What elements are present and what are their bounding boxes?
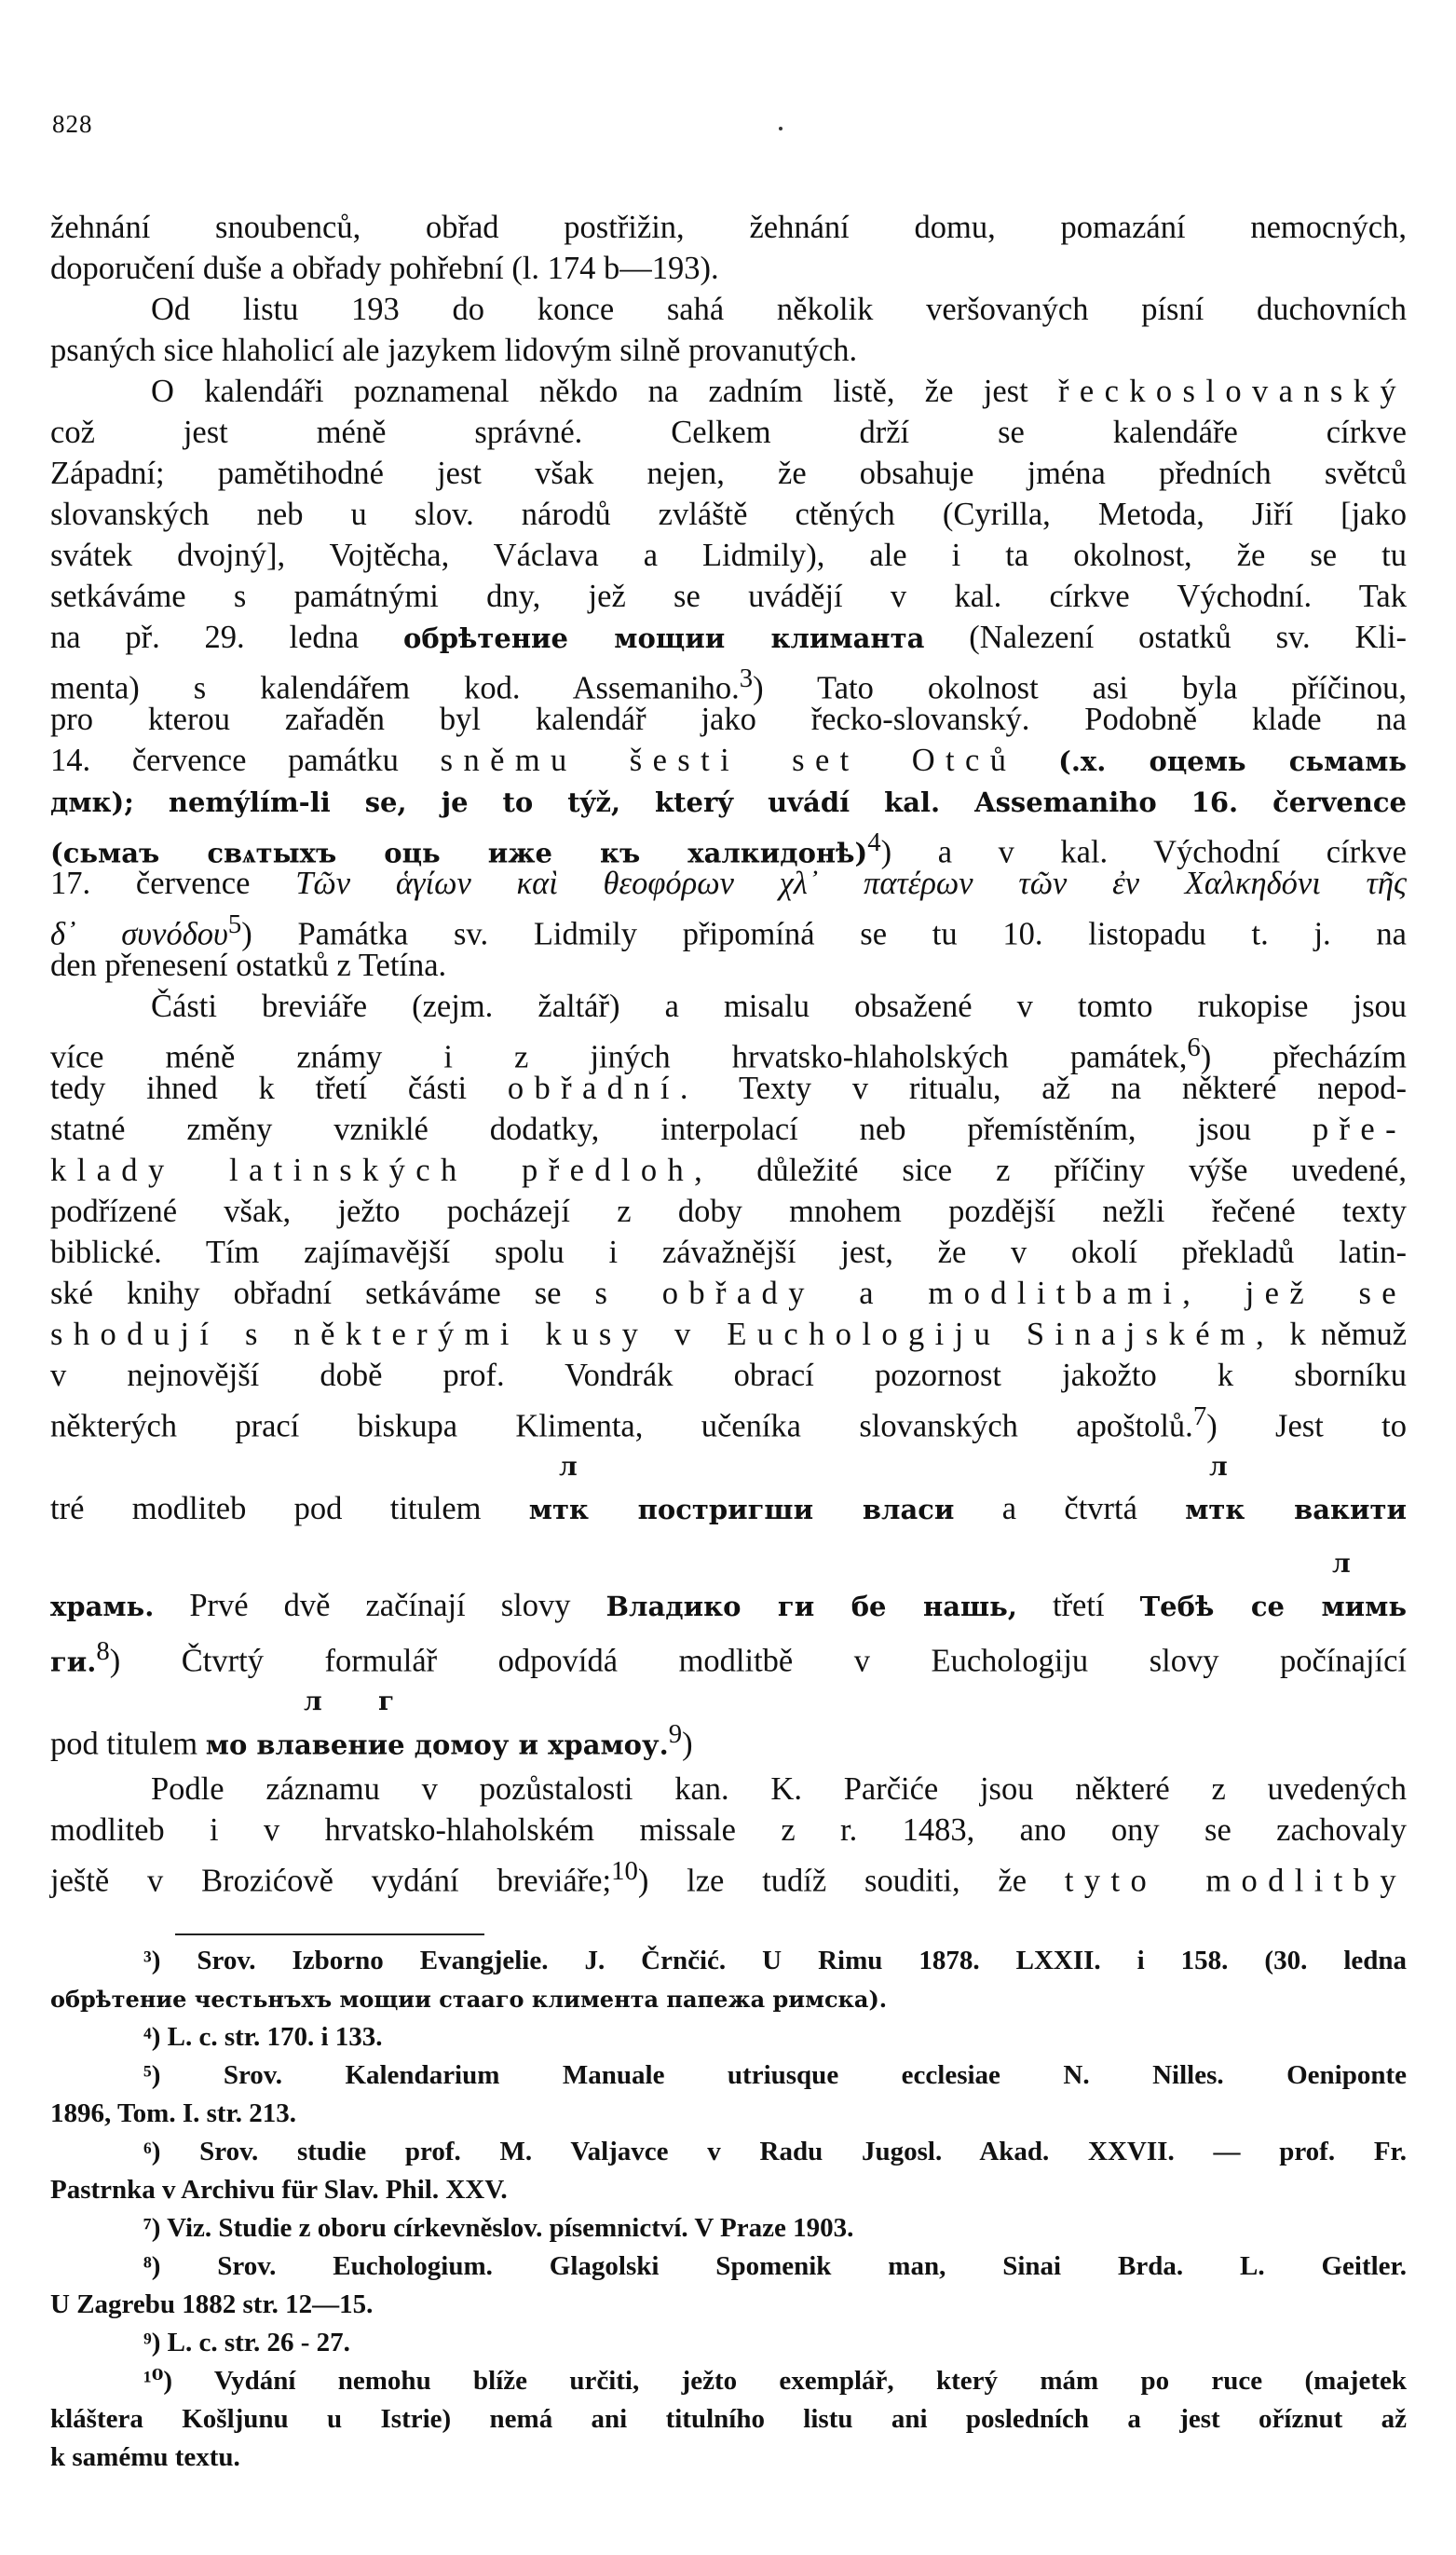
- text-line: [50, 1068, 1407, 1109]
- footnote-text: ⁶) Srov. studie prof. M. Valjavce v Radu Jugosl. Akad. XXVII. — prof. Fr.: [143, 2137, 1407, 2166]
- spaced-term: tyto modlitby: [1064, 1863, 1407, 1899]
- superscript-letter: л: [1332, 1548, 1351, 1578]
- text-segment: Podle záznamu v pozůstalosti kan. K. Parčiće jsou některé z uvedených: [151, 1771, 1407, 1807]
- cyrillic-quote: обрѣтение мощии климанта: [403, 622, 925, 654]
- footnote-ref: 7: [1192, 1401, 1207, 1431]
- footnote-ref: 4: [867, 827, 881, 857]
- cyrillic-quote: (.х. оцемь сьмамь: [1058, 745, 1408, 777]
- text-segment: žehnání snoubenců, obřad postřižin, žehnání domu, pomazání nemocných,: [50, 210, 1407, 245]
- text-segment: modliteb i v hrvatsko-hlaholském missale z r. 1483, ano ony se zachovaly: [50, 1812, 1407, 1848]
- spaced-term: obřadní.: [507, 1071, 699, 1106]
- text-line: [50, 576, 1407, 617]
- cyrillic-quote: Владико ги бе нашь,: [606, 1591, 1017, 1622]
- text-segment: svátek dvojný], Vojtěcha, Václava a Lidmily), ale i ta okolnost, že se tu: [50, 538, 1407, 573]
- text-segment: ještě v Brozićově vydání breviáře;: [50, 1863, 612, 1899]
- text-line: [50, 289, 1407, 330]
- text-segment: Jest to: [1275, 1408, 1407, 1444]
- footnote-line: [50, 2018, 1407, 2056]
- text-segment: podřízené však, ježto pocházejí z doby mnohem pozdější nežli řečené texty: [50, 1194, 1407, 1229]
- cyrillic-quote: ги.: [50, 1646, 97, 1678]
- text-segment: v nejnovější době prof. Vondrák obrací pozornost jakožto k sborníku: [50, 1358, 1407, 1393]
- cyrillic-quote: дмк); nemýlím-li se, je to týž, který uvádí kal. Assemaniho 16. července: [50, 786, 1407, 818]
- text-segment: biblické. Tím zajímavější spolu i závažnější jest, že v okolí překladů latin-: [50, 1235, 1407, 1270]
- footnote-ref: 8: [96, 1636, 110, 1666]
- footnote-ref: 9: [668, 1718, 683, 1749]
- text-segment: Tato okolnost asi byla příčinou,: [817, 670, 1408, 706]
- cyrillic-quote: (сьмаъ свѧтыхъ оць иже къ халкидонѣ): [50, 837, 868, 869]
- footnote-line: [50, 1942, 1407, 1980]
- text-line: [50, 1810, 1407, 1851]
- text-line: [50, 371, 1407, 412]
- text-line: [50, 494, 1407, 535]
- text-segment: setkáváme s památnými dny, jež se uvádějí v kal. církve Východní. Tak: [50, 579, 1407, 614]
- spaced-term: řeckoslovanský: [1058, 374, 1408, 409]
- footnote-line: [50, 2439, 1407, 2477]
- text-segment: a v kal. Východní církve: [937, 834, 1407, 870]
- footnote-text: ⁵) Srov. Kalendarium Manuale utriusque ecclesiae N. Nilles. Oeniponte: [143, 2060, 1407, 2090]
- text-segment: pro kterou zařaděn byl kalendář jako řecko-slovanský. Podobně klade na: [50, 702, 1407, 737]
- text-segment: Západní; pamětihodné jest však nejen, že obsahuje jména předních světců: [50, 456, 1407, 491]
- text-line: [50, 1109, 1407, 1150]
- text-segment: Od listu 193 do konce sahá několik veršovaných písní duchovních: [151, 292, 1407, 327]
- text-line-with-titlo: [50, 1437, 1407, 1534]
- text-segment: což jest méně správné. Celkem drží se kalendáře církve: [50, 415, 1407, 450]
- text-line-with-titlo: [50, 1534, 1407, 1631]
- text-line-main: pod titulem мо влавение домоу и храмоу.$^9$): [50, 1718, 693, 1761]
- text-segment: tedy ihned k třetí části: [50, 1071, 468, 1106]
- text-line: [50, 1314, 1407, 1355]
- text-segment: více méně známy i z jiných hrvatsko-hlaholských památek,: [50, 1039, 1188, 1075]
- print-dot: [779, 127, 782, 130]
- cyrillic-quote: мтк вакити: [1185, 1494, 1407, 1525]
- footnote-ref: 5: [227, 909, 242, 939]
- text-line: menta) s kalendářem kod. Assemaniho.$^3$) Tato okolnost asi byla příčinou,: [50, 663, 1408, 706]
- text-line-main: [50, 1585, 1407, 1627]
- text-line: [50, 781, 1407, 822]
- text-line: více méně známy i z jiných hrvatsko-hlaholských památek,$^6$) přecházím: [50, 1032, 1407, 1075]
- text-line-main: [50, 1488, 1407, 1530]
- footnote-text: ¹⁰) Vydání nemohu blíže určiti, ježto exemplář, který mám po ruce (majetek: [143, 2366, 1407, 2396]
- footnote-line: [50, 2400, 1407, 2439]
- text-segment: 17. července: [50, 866, 251, 901]
- text-segment: ské knihy obřadní setkáváme se: [50, 1276, 562, 1311]
- text-segment: slovanských neb u slov. národů zvláště ctěných (Cyrilla, Metoda, Jiří [jako: [50, 497, 1407, 532]
- superscript-letter: л: [1209, 1451, 1228, 1482]
- superscript-letter: г: [378, 1686, 395, 1716]
- page-number: 828: [52, 110, 93, 138]
- text-segment: den přenesení ostatků z Tetína.: [50, 948, 447, 983]
- footnote-text: k samému textu.: [50, 2442, 240, 2472]
- footnote-text: ⁷) Viz. Studie z oboru církevněslov. písemnictví. V Praze 1903.: [143, 2213, 854, 2243]
- text-segment: psaných sice hlaholicí ale jazykem lidovým silně provanutých.: [50, 333, 858, 368]
- footnote-text: 1896, Tom. I. str. 213.: [50, 2098, 297, 2128]
- footnote-text: Pastrnka v Archivu für Slav. Phil. XXV.: [50, 2175, 508, 2205]
- text-line-with-titlo: [50, 1672, 1407, 1769]
- text-segment: tré modliteb pod titulem: [50, 1491, 482, 1526]
- text-segment: doporučení duše a obřady pohřební (l. 174 b—193).: [50, 251, 719, 286]
- cyrillic-quote: мтк постригши власи: [528, 1494, 955, 1525]
- text-line: [50, 453, 1407, 494]
- text-segment: pod titulem: [50, 1726, 198, 1761]
- text-segment: statné změny vzniklé dodatky, interpolací neb přemístěním, jsou: [50, 1112, 1251, 1147]
- text-line: [50, 740, 1407, 781]
- text-line: [50, 863, 1407, 904]
- text-segment: na př. 29. ledna: [50, 620, 360, 655]
- superscript-letter: л: [559, 1451, 578, 1482]
- footnotes: [50, 1942, 1407, 2477]
- text-line: [50, 699, 1407, 740]
- text-line: [50, 330, 1407, 371]
- text-segment: Čtvrtý formulář odpovídá modlitbě v Euchologiju slovy počínající: [181, 1643, 1407, 1679]
- cyrillic-quote: мо влавение домоу и храмоу.: [205, 1728, 669, 1760]
- spaced-term: pře-: [1312, 1112, 1407, 1147]
- text-segment: lze tudíž souditi, že: [687, 1863, 1027, 1899]
- text-segment: 14. července památku: [50, 743, 399, 778]
- footnote-line: [50, 2209, 1407, 2248]
- greek-quote: Τῶν ἁγίων καὶ θεοφόρων χλ᾽ πατέρων τῶν ἐν Χαλκηδόνι τῆς: [295, 866, 1407, 901]
- footnote-text: ⁸) Srov. Euchologium. Glagolski Spomenik man, Sinai Brda. L. Geitler.: [143, 2251, 1407, 2281]
- text-line: ještě v Brozićově vydání breviáře;$^{10}$) lze tudíž souditi, že tyto modlitby: [50, 1856, 1407, 1899]
- main-text: [50, 207, 1408, 1899]
- text-line: δ᾽ συνόδου$^5$) Památka sv. Lidmily připomíná se tu 10. listopadu t. j. na: [50, 909, 1407, 952]
- text-line: [50, 412, 1407, 453]
- spaced-term: sněmu šesti set Otců: [440, 743, 1017, 778]
- footnote-line: [50, 2324, 1407, 2362]
- footnote-ref: 6: [1187, 1032, 1201, 1062]
- text-line: [50, 1355, 1407, 1396]
- footnote-text: ⁴) L. c. str. 170. i 133.: [143, 2022, 383, 2052]
- text-segment: některých prací biskupa Klimenta, učeníka slovanských apoštolů.: [50, 1408, 1193, 1444]
- text-segment: (Nalezení ostatků sv. Kli-: [969, 620, 1408, 655]
- text-segment: menta) s kalendářem kod. Assemaniho.: [50, 670, 740, 706]
- cyrillic-quote: храмь.: [50, 1591, 155, 1622]
- footnote-cyrillic: обрѣтение честьнъхъ мощии стааго климента папежа римска).: [50, 1986, 888, 2013]
- text-segment: třetí: [1052, 1588, 1105, 1623]
- text-segment: k němuž: [1289, 1317, 1408, 1352]
- spaced-term: s obřady a modlitbami, jež se: [594, 1276, 1408, 1311]
- text-segment: Památka sv. Lidmily připomíná se tu 10. listopadu t. j. na: [297, 916, 1407, 952]
- footnote-line: [50, 2133, 1407, 2171]
- footnote-ref: 10: [611, 1856, 638, 1886]
- text-segment: důležité sice z příčiny výše uvedené,: [756, 1153, 1408, 1188]
- footnote-line: [50, 2171, 1407, 2209]
- text-segment: O kalendáři poznamenal někdo na zadním listě, že jest: [151, 374, 1028, 409]
- text-segment: a čtvrtá: [1001, 1491, 1137, 1526]
- text-segment: Části breviáře (zejm. žaltář) a misalu obsažené v tomto rukopise jsou: [151, 989, 1407, 1024]
- text-line: [50, 617, 1407, 658]
- text-line: některých prací biskupa Klimenta, učeníka slovanských apoštolů.$^7$) Jest to: [50, 1401, 1407, 1444]
- text-segment: přecházím: [1272, 1039, 1407, 1075]
- greek-quote: δ᾽ συνόδου: [50, 916, 228, 952]
- text-segment: Prvé dvě začínají slovy: [189, 1588, 571, 1623]
- text-line: [50, 1232, 1407, 1273]
- text-line: [50, 1150, 1407, 1191]
- superscript-letter: л: [304, 1686, 322, 1716]
- footnote-text: kláštera Košljunu u Istrie) nemá ani titulního listu ani posledních a jest oříznut až: [50, 2404, 1407, 2434]
- footnote-line: [50, 1980, 1407, 2018]
- text-line: (сьмаъ свѧтыхъ оць иже къ халкидонѣ)$^4$) a v kal. Východní církve: [50, 827, 1407, 870]
- text-line: [50, 945, 1407, 986]
- text-line: [50, 248, 1407, 289]
- text-line: [50, 1273, 1407, 1314]
- footnote-text: U Zagrebu 1882 str. 12—15.: [50, 2289, 374, 2319]
- footnote-separator: [175, 1933, 484, 1935]
- spaced-term: klady latinských předloh,: [50, 1153, 714, 1188]
- text-segment: Texty v ritualu, až na některé nepod-: [739, 1071, 1407, 1106]
- cyrillic-quote: Тебѣ се мимь: [1139, 1591, 1408, 1622]
- text-line: ги.$^8$) Čtvrtý formulář odpovídá modlitbě v Euchologiju slovy počínající: [50, 1636, 1407, 1679]
- text-line: [50, 1769, 1407, 1810]
- spaced-term: shodují s některými kusy v Euchologiju Sinajském,: [50, 1317, 1275, 1352]
- text-line: [50, 1191, 1407, 1232]
- footnote-line: [50, 2095, 1407, 2133]
- text-line: [50, 986, 1407, 1027]
- footnote-line: [50, 2056, 1407, 2095]
- footnote-line: [50, 2248, 1407, 2286]
- footnote-text: ³) Srov. Izborno Evangjelie. J. Črnčić. U Rimu 1878. LXXII. i 158. (30. ledna: [143, 1946, 1407, 1975]
- footnote-line: [50, 2286, 1407, 2324]
- text-line: [50, 535, 1407, 576]
- footnote-ref: 3: [739, 663, 754, 693]
- text-line: [50, 207, 1407, 248]
- footnote-text: ⁹) L. c. str. 26 - 27.: [143, 2328, 350, 2357]
- footnote-line: [50, 2362, 1407, 2400]
